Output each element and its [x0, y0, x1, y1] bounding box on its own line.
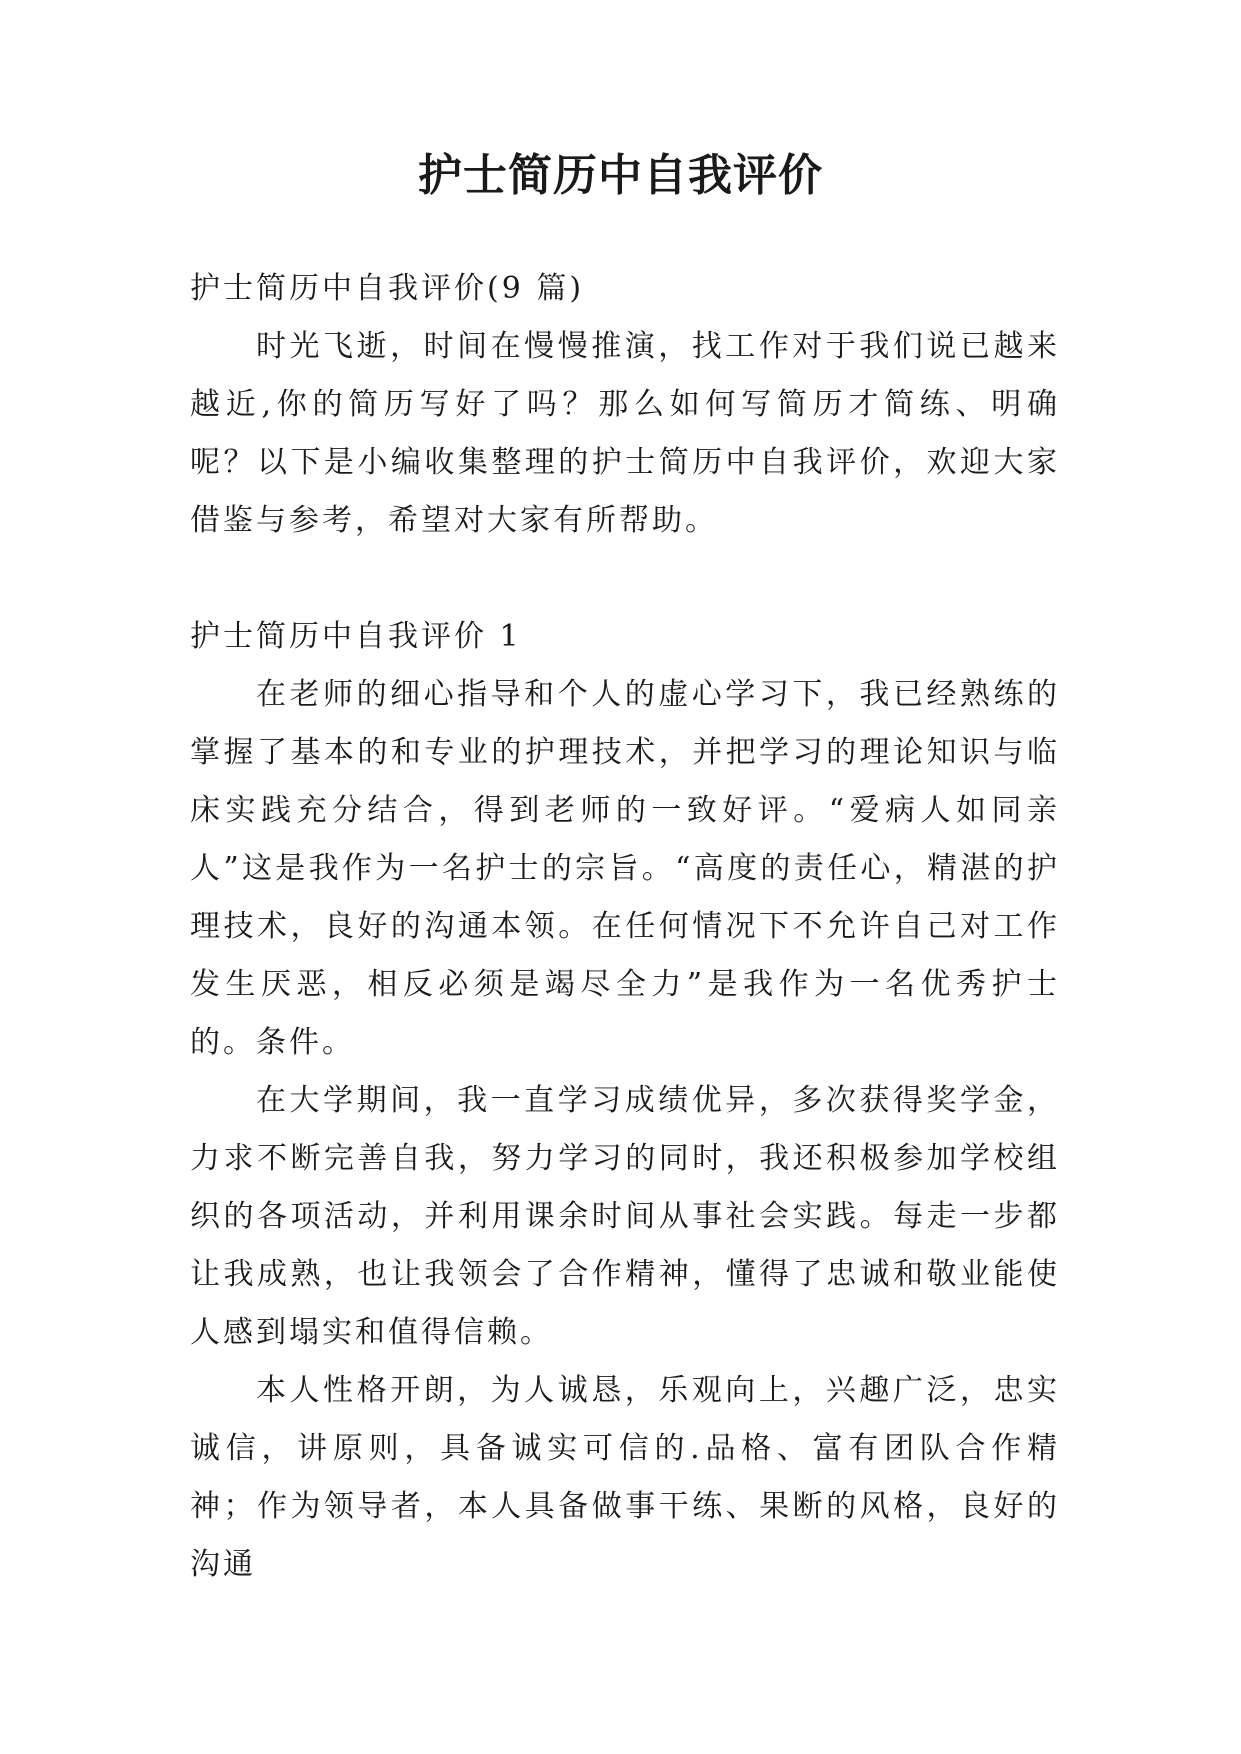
section-heading: 护士简历中自我评价 1	[190, 619, 522, 654]
document-title: 护士简历中自我评价	[418, 150, 823, 201]
document-subtitle: 护士简历中自我评价(9 篇)	[190, 271, 585, 306]
body-paragraph-3: 本人性格开朗，为人诚恳，乐观向上，兴趣广泛，忠实诚信，讲原则，具备诚实可信的.品格、富有团队合作精神；作为领导者，本人具备做事干练、果断的风格，良好的沟通	[190, 1373, 1060, 1582]
body-paragraph-1: 在老师的细心指导和个人的虚心学习下，我已经熟练的掌握了基本的和专业的护理技术，并把学习的理论知识与临床实践充分结合，得到老师的一致好评。“爱病人如同亲人”这是我作为一名护士的宗旨。“高度的责任心，精湛的护理技术，良好的沟通本领。在任何情况下不允许自己对工作发生厌恶，相反必须是竭尽全力”是我作为一名优秀护士的。条件。	[190, 677, 1060, 1060]
document-body	[190, 260, 1060, 1594]
intro-paragraph: 时光飞逝，时间在慢慢推演，找工作对于我们说已越来越近,你的简历写好了吗？那么如何写简历才简练、明确呢？以下是小编收集整理的护士简历中自我评价，欢迎大家借鉴与参考，希望对大家有所帮助。	[190, 329, 1060, 538]
body-paragraph-2: 在大学期间，我一直学习成绩优异，多次获得奖学金，力求不断完善自我，努力学习的同时，我还积极参加学校组织的各项活动，并利用课余时间从事社会实践。每走一步都让我成熟，也让我领会了合作精神，懂得了忠诚和敬业能使人感到塌实和值得信赖。	[190, 1083, 1060, 1350]
section-spacer	[190, 550, 1060, 608]
